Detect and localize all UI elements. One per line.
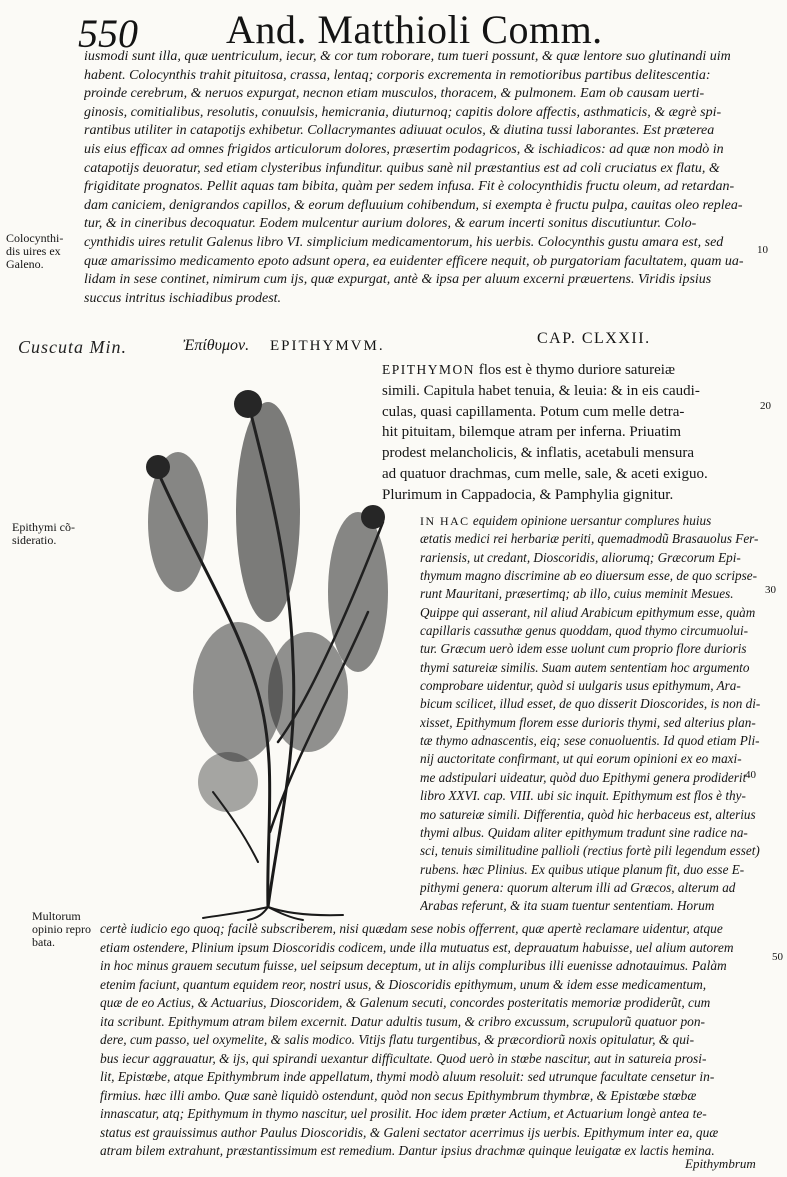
- text-line: habent. Colocynthis trahit pituitosa, crassa, lentaq; corporis excrementa in remotioribus partibus delitescentia:: [84, 67, 711, 83]
- text-line: libro XXVI. cap. VIII. ubi sic inquit. Epithymum est flos è thy-: [420, 788, 746, 804]
- handwritten-annotation: Cuscuta Min.: [18, 337, 127, 357]
- catchword: Epithymbrum: [685, 1156, 756, 1171]
- text-line: Quippe qui asserant, nil aliud Arabicum epithymum esse, quàm: [420, 604, 756, 620]
- text-line: Arabas referunt, & ita suam tuentur sententiam. Horum: [420, 898, 715, 914]
- text-line: thymi albus. Quidam aliter epithymum tradunt sine radice na-: [420, 824, 748, 840]
- text-line: cynthidis uires retulit Galenus libro VI. simplicium medicamentorum, his uerbis. Colocynthis gustu amara est, sed: [84, 234, 724, 250]
- text-line: tur. Græcum uerò idem esse uolunt cum proprio flore durioris: [420, 641, 747, 657]
- text-line: tæ thymo adnascentis, eiq; sese conuoluentis. Id quod etiam Pli-: [420, 733, 760, 749]
- plant-roots: [203, 907, 343, 920]
- margin-note-line: Galeno.: [6, 257, 44, 271]
- text-line: sci, tenuis similitudine pallioli (rectius fortè pili legendum esset): [420, 843, 760, 859]
- chapter-title: EPITHYMVM.: [270, 338, 385, 354]
- text-line: tur, & in cineribus decoquatur. Eodem mulcentur aurium dolores, & earum incerti sonitus discutiuntur. Colo-: [84, 216, 697, 232]
- lower-paragraph: [100, 920, 760, 1161]
- line-number: 20: [760, 400, 771, 412]
- text-line: [420, 512, 765, 530]
- text-line: uis eius efficax ad omnes frigidos articulorum dolores, præsertim podagricos, & ischiadicos: ad quæ non modò in: [84, 141, 724, 157]
- text-line: lidam in sese continet, nimirum cum ijs, quæ expurgat, antè & ipsa per aluum excerni præuertens. Viridis ipsius: [84, 272, 712, 288]
- text-line: xisset, Epithymum florem esse durioris thymi, sed alterius plan-: [420, 714, 756, 730]
- text-line: simili. Capitula habet tenuia, & leuia: & in eis caudi-: [382, 382, 700, 399]
- text-line: rantibus utiliter in catapotijs exhibetur. Collacrymantes adiuuat oculos, & diutina tussi laborantes. Est præterea: [84, 123, 715, 139]
- text-line: dere, cum passo, uel oxymelite, & salis modico. Vitijs flatu turgentibus, & præcordiorũ noxis opitulatur, & qui-: [100, 1032, 695, 1047]
- margin-note-line: Colocynthi-: [6, 231, 64, 245]
- text-line: quæ de eo Actius, & Actuarius, Dioscoridem, & Galenum secuti, concordes posteritatis memoriæ prodiderũt, cum: [100, 995, 711, 1010]
- margin-note-multorum: [32, 910, 91, 949]
- margin-note-line: Epithymi cõ-: [12, 520, 75, 534]
- text-line: iusmodi sunt illa, quæ uentriculum, iecur, & cor tum roborare, tum tueri possunt, & quæ lentore suo glutinandi uim: [84, 49, 731, 64]
- text-line: certè iudicio ego quoq; facilè subscriberem, nisi quædam sese nobis offerrent, quæ apertè reclamare uidentur, atque: [100, 921, 723, 936]
- text-line: Plurimum in Cappadocia, & Pamphylia gignitur.: [382, 486, 674, 503]
- margin-note-line: Multorum: [32, 909, 81, 923]
- text-line: nij auctoritate confirmant, ut qui eorum opinioni ex eo maxi-: [420, 751, 742, 767]
- text-line: proinde cerebrum, & neruos expurgat, necnon etiam musculos, thoracem, & pulmonem. Eam ob causam uerti-: [84, 86, 705, 102]
- text-line: thymi satureiæ similis. Suam autem sententiam hoc argumento: [420, 659, 750, 675]
- text-line: etenim faciunt, quantum equidem reor, nostri usus, & Dioscoridis epithymum, unum & idem esse medicamentum,: [100, 976, 707, 992]
- text-line: firmius. hæc illi ambo. Quæ sanè liquidò ostendunt, quòd non secus Epithymbrum thymbræ, & Epistœbe stœbæ: [100, 1087, 697, 1103]
- text-line: status est grauissimus author Paulus Dioscoridis, & Galeni sectator acerrimus ijs uerbis. Epithymum inter ea, quæ: [100, 1124, 719, 1140]
- text-line: ad quatuor drachmas, cum melle, sale, & aceti exiguo.: [382, 465, 708, 482]
- margin-note-line: dis uires ex: [6, 244, 61, 258]
- line-number: 50: [772, 951, 783, 963]
- lead-word: EPITHYMON: [382, 362, 475, 377]
- text-line: succus intritus ischiadibus prodest.: [84, 290, 282, 306]
- margin-note-line: bata.: [32, 935, 55, 949]
- text-line: pithymi genera: quorum alterum illi ad Græcos, alterum ad: [420, 879, 736, 895]
- margin-note-epithymi: [12, 521, 75, 547]
- text-line: comprobare uidentur, quòd si uulgaris usus epithymum, Ara-: [420, 678, 741, 694]
- text-line: thymum magno discrimine ab eo diuersum esse, de quo scripse-: [420, 568, 757, 584]
- text-line: ita scribunt. Epithymum atram bilem excernit. Datur adultis tusum, & cribro excussum, scrupulorũ quatuor pon-: [100, 1013, 706, 1029]
- text-line-rest: equidem opinione uersantur complures huius: [469, 513, 712, 528]
- text-line: ætatis medici rei herbariæ periti, quemadmodũ Brasauolus Fer-: [420, 531, 759, 547]
- line-number: 40: [745, 769, 756, 781]
- chapter-number: CAP. CLXXII.: [537, 330, 651, 347]
- text-line: frigiditate prognatos. Pellit aquas tam bibita, quàm per sedem infusa. Fit è colocynthidis fructu oleum, ad retardan-: [84, 179, 735, 195]
- text-line: rubens. hæc Plinius. Ex quibus utique planum fit, duo esse E-: [420, 861, 745, 877]
- text-line: hit pituitam, bilemque atram per inferna. Priuatim: [382, 424, 682, 441]
- text-line: me adstipulari uideatur, quòd duo Epithymi genera prodiderit: [420, 769, 747, 785]
- margin-note-line: sideratio.: [12, 533, 57, 547]
- commentary-column: [420, 512, 765, 916]
- lead-word: IN HAC: [420, 514, 470, 528]
- line-number: 10: [757, 244, 768, 256]
- text-line: runt Mauritani, præsertimq; ab illo, cuius meminit Mesues.: [420, 586, 734, 602]
- running-head: And. Matthioli Comm.: [226, 7, 603, 52]
- text-line: innascatur, atq; Epithymum in thymo nascitur, uel prosilit. Hoc idem præter Actium, et Actuarium longè antea te-: [100, 1106, 707, 1121]
- text-line-rest: flos est è thymo duriore satureiæ: [475, 362, 675, 378]
- page-number: 550: [78, 11, 138, 56]
- text-line: bicum scilicet, illud esset, de quo disserit Dioscorides, is non di-: [420, 696, 761, 712]
- intro-paragraph: [84, 48, 774, 308]
- text-line: quæ amarissimo medicamento epoto adsunt opera, ea euidenter efficere nequit, ob purgatoriam facultatem, quam ua-: [84, 253, 744, 269]
- text-line: capillaris cassuthæ genus quoddam, quod thymo circumuolui-: [420, 623, 749, 639]
- text-line: mo satureiæ simili. Differentia, quòd hic herbaceus est, alterius: [420, 806, 756, 822]
- text-line: culas, quasi capillamenta. Potum cum melle detra-: [382, 403, 685, 420]
- text-line: etiam ostendere, Plinium ipsum Dioscoridis codicem, unde illa mutuatus est, deprauatum habuisse, uel alium autorem: [100, 939, 734, 955]
- plant-description: [382, 360, 762, 506]
- text-line: bus iecur aggrauatur, & ijs, qui spirandi uexantur difficultate. Quod uerò in stœbe nascitur, aut in satureia prosi-: [100, 1050, 707, 1066]
- text-line: [382, 360, 762, 381]
- text-line: atram bilem extrahunt, præstantissimum est remedium. Dantur ipsius drachmæ quinque leuigatæ ex lactis hemina.: [100, 1143, 715, 1158]
- text-line: rariensis, ut credant, Dioscoridis, aliorumq; Græcorum Epi-: [420, 549, 741, 565]
- epithymum-woodcut-illustration: [118, 362, 418, 922]
- greek-name: Ἐπίθυμον.: [183, 337, 250, 354]
- text-line: lit, Epistœbe, atque Epithymbrum inde appellatum, thymi modò aluum resoluit: sed utrunque facultate censetur in-: [100, 1069, 715, 1084]
- line-number: 30: [765, 584, 776, 596]
- margin-note-line: opinio repro: [32, 922, 91, 936]
- text-line: dam caniciem, denigrandos capillos, & eorum defluuium cohibendum, si exempta è fructu pulpa, cauitas oleo replea-: [84, 197, 743, 213]
- text-line: prodest melancholicis, & inflatis, acetabuli mensura: [382, 445, 694, 462]
- margin-note-colocynthis: [6, 232, 63, 271]
- text-line: ginosis, comitialibus, resolutis, conuulsis, hemicrania, diuturnoq; capitis dolore affectis, asthmaticis, & ægrè spi-: [84, 104, 722, 120]
- text-line: in hoc minus grauem secutum fuisse, uel seipsum deceptum, ut in alijs compluribus illi euenisse adnotauimus. Palàm: [100, 958, 727, 973]
- text-line: catapotijs deuoratur, sed etiam clysteribus infunditur. quibus sanè nil præstantius est ad coli cruciatus ex flatu, &: [84, 160, 720, 176]
